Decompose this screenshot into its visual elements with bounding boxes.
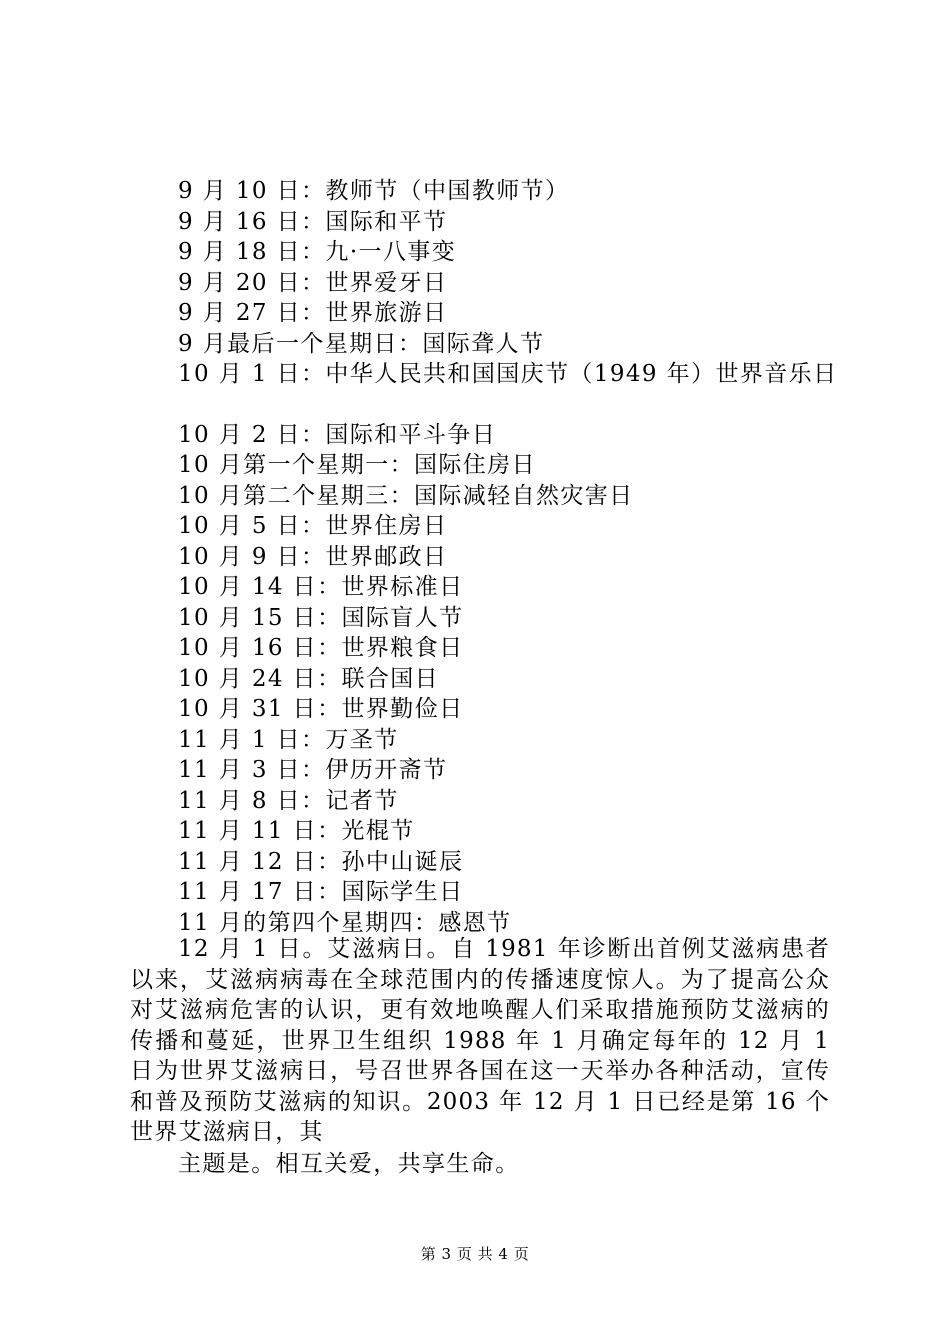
list-item: 9 月 10 日：教师节（中国教师节） — [178, 178, 570, 204]
list-item: 11 月 12 日：孙中山诞辰 — [178, 848, 464, 875]
theme-paragraph: 主题是。相互关爱，共享生命。 — [178, 1151, 520, 1177]
list-item: 10 月 1 日：中华人民共和国国庆节（1949 年）世界音乐日 — [178, 361, 838, 387]
date-list — [178, 176, 878, 938]
list-item: 11 月 8 日：记者节 — [178, 787, 399, 814]
list-item: 10 月 31 日：世界勤俭日 — [178, 696, 464, 722]
list-item: 9 月 18 日：九·一八事变 — [178, 239, 457, 265]
list-item: 11 月 3 日：伊历开斋节 — [178, 757, 448, 783]
list-item: 10 月 24 日：联合国日 — [178, 665, 440, 692]
list-item: 9 月 16 日：国际和平节 — [178, 208, 448, 235]
list-item: 10 月 16 日：世界粮食日 — [178, 635, 464, 661]
aids-day-paragraph: 12 月 1 日。艾滋病日。自 1981 年诊断出首例艾滋病患者以来，艾滋病病毒在全球范围内的传播速度惊人。为了提高公众对艾滋病危害的认识，更有效地唤醒人们采取措施预防艾滋病的传播和蔓延，世界卫生组织 1988 年 1 月确定每年的 12 月 1 日为世界艾滋病日，号召世界各国在这一天举办各种活动，宣传和普及预防艾滋病的知识。2003 年 12 月 1 日已经是第 16 个世界艾滋病日，其 — [130, 936, 830, 1145]
list-item: 10 月 14 日：世界标准日 — [178, 574, 464, 600]
list-item: 10 月 2 日：国际和平斗争日 — [178, 421, 497, 448]
list-item: 10 月 9 日：世界邮政日 — [178, 543, 448, 570]
list-item: 10 月第二个星期三：国际减轻自然灾害日 — [178, 482, 634, 509]
page-footer: 第 3 页 共 4 页 — [420, 1245, 530, 1263]
list-item: 11 月 1 日：万圣节 — [178, 726, 399, 753]
list-item: 9 月 27 日：世界旅游日 — [178, 300, 448, 326]
list-item: 9 月最后一个星期日：国际聋人节 — [178, 330, 545, 357]
list-item: 10 月第一个星期一：国际住房日 — [178, 452, 536, 478]
blank-line — [178, 390, 878, 420]
list-item: 10 月 5 日：世界住房日 — [178, 513, 448, 539]
list-item: 11 月的第四个星期四：感恩节 — [178, 909, 512, 936]
list-item: 9 月 20 日：世界爱牙日 — [178, 269, 448, 296]
list-item: 11 月 17 日：国际学生日 — [178, 879, 464, 905]
list-item: 10 月 15 日：国际盲人节 — [178, 604, 464, 631]
list-item: 11 月 11 日：光棍节 — [178, 818, 415, 844]
